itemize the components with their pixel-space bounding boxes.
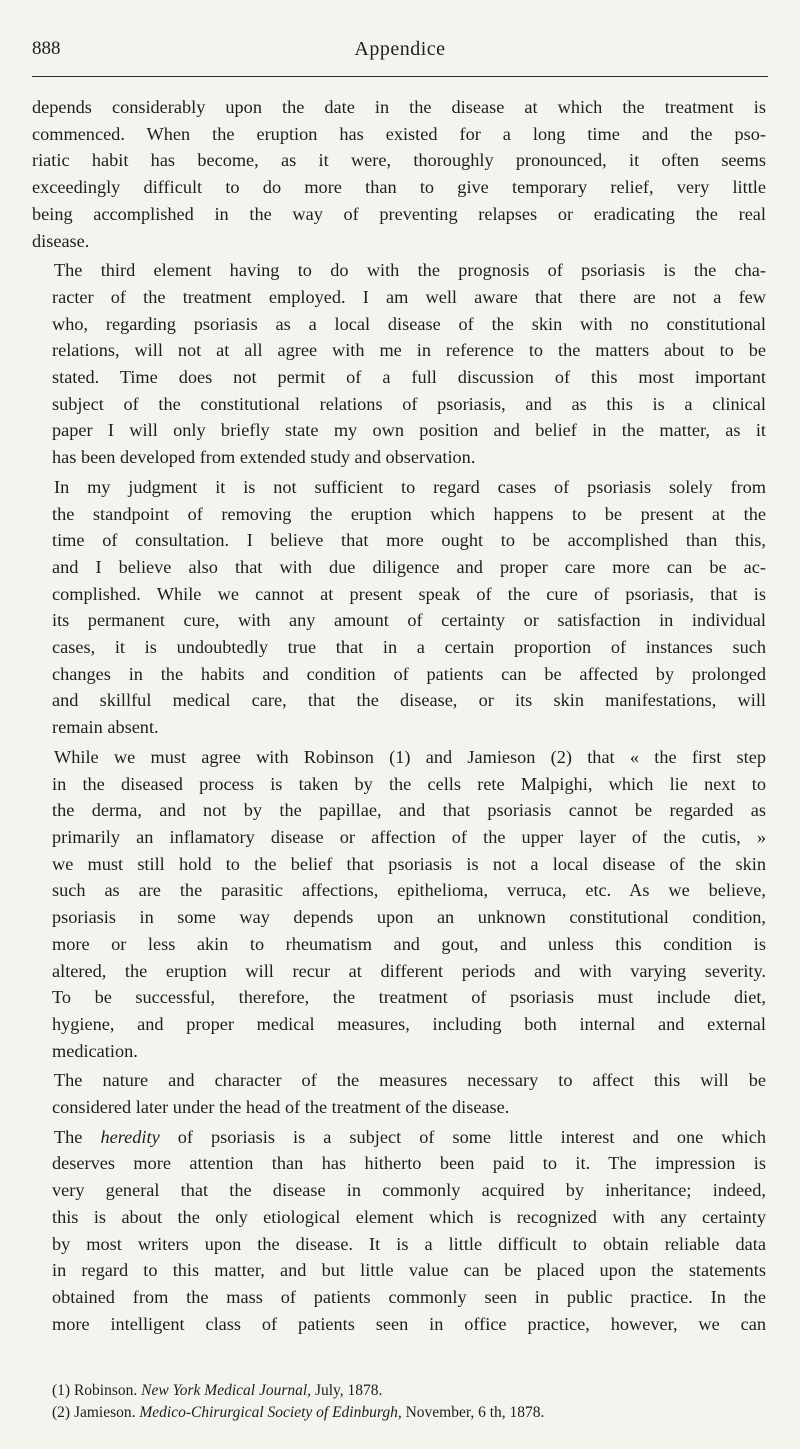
text-line: remain absent. [52, 717, 159, 738]
text-line: psoriasis in some way depends upon an unknown constitutional condition, [52, 907, 766, 928]
footnote-date: November, 6 th, 1878. [405, 1404, 545, 1421]
text-line: To be successful, therefore, the treatment of psoriasis must include diet, [52, 987, 766, 1008]
text-line: very general that the disease in commonly acquired by inheritance; indeed, [52, 1180, 766, 1201]
text-line: such as are the parasitic affections, epithelioma, verruca, etc. As we believe, [52, 880, 766, 901]
italic-term-heredity: heredity [100, 1126, 160, 1147]
text-line: altered, the eruption will recur at different periods and with varying severity. [52, 960, 766, 981]
text-line: we must still hold to the belief that psoriasis is not a local disease of the skin [52, 853, 766, 874]
text-line: and skillful medical care, that the disease, or its skin manifestations, will [52, 690, 766, 711]
text-line: by most writers upon the disease. It is a little difficult to obtain reliable data [52, 1233, 766, 1254]
footnote-journal: Medico-Chirurgical Society of Edinburgh, [139, 1404, 402, 1421]
paragraph-1 [32, 94, 766, 254]
text-line: its permanent cure, with any amount of certainty or satisfaction in individual [52, 610, 766, 631]
text-line: In my judgment it is not sufficient to regard cases of psoriasis solely from [54, 476, 766, 497]
text-line: depends considerably upon the date in the disease at which the treatment is [32, 97, 766, 117]
text-line: who, regarding psoriasis as a local disease of the skin with no constitutional [52, 313, 766, 334]
text-line: primarily an inflamatory disease or affection of the upper layer of the cutis, » [52, 826, 766, 847]
footnotes [52, 1380, 766, 1424]
text-line: hygiene, and proper medical measures, including both internal and external [52, 1013, 766, 1034]
text-line [32, 1124, 766, 1151]
text-line: changes in the habits and condition of patients can be affected by prolonged [52, 663, 766, 684]
text-line: cases, it is undoubtedly true that in a certain proportion of instances such [52, 637, 766, 658]
footnote-author: Robinson. [73, 1382, 138, 1399]
text-line: stated. Time does not permit of a full discussion of this most important [52, 367, 766, 388]
text-line: racter of the treatment employed. I am well aware that there are not a few [52, 286, 766, 307]
text-line: disease. [32, 230, 90, 251]
header-rule [32, 76, 768, 77]
text-line: While we must agree with Robinson (1) and Jamieson (2) that « the first step [54, 746, 766, 767]
text-line: exceedingly difficult to do more than to give temporary relief, very little [32, 177, 766, 198]
footnote-author: Jamieson. [73, 1404, 136, 1421]
running-head [32, 34, 768, 64]
text-line: more or less akin to rheumatism and gout, and unless this condition is [52, 933, 766, 954]
paragraph-5 [32, 1067, 766, 1120]
text-line: subject of the constitutional relations of psoriasis, and as this is a clinical [52, 393, 766, 414]
footnote-2 [52, 1402, 766, 1424]
text-line: the derma, and not by the papillae, and that psoriasis cannot be regarded as [52, 800, 766, 821]
paragraph-4 [32, 744, 766, 1064]
text-line: time of consultation. I believe that more ought to be accomplished than this, [52, 530, 766, 551]
text-line: has been developed from extended study and observation. [52, 447, 476, 468]
running-title: Appendice [354, 38, 446, 60]
paragraph-2 [32, 257, 766, 471]
text-line: relations, will not at all agree with me in reference to the matters about to be [52, 340, 766, 361]
footnote-journal: New York Medical Journal, [141, 1382, 312, 1399]
footnote-1 [52, 1380, 766, 1402]
text-fragment: The [54, 1126, 101, 1147]
paragraph-6 [32, 1124, 766, 1338]
footnote-marker: (1) [52, 1382, 71, 1399]
page-number: 888 [32, 38, 61, 59]
text-line: considered later under the head of the treatment of the disease. [52, 1097, 510, 1118]
text-line: obtained from the mass of patients commonly seen in public practice. In the [52, 1286, 766, 1307]
text-line: and I believe also that with due diligence and proper care more can be ac- [52, 556, 766, 577]
text-line: The nature and character of the measures necessary to affect this will be [54, 1070, 766, 1091]
text-line: commenced. When the eruption has existed for a long time and the pso- [32, 123, 766, 144]
text-line: this is about the only etiological element which is recognized with any certainty [52, 1206, 766, 1227]
footnote-marker: (2) [52, 1404, 71, 1421]
text-line: in regard to this matter, and but little value can be placed upon the statements [52, 1260, 766, 1281]
text-line: the standpoint of removing the eruption which happens to be present at the [52, 503, 766, 524]
text-line: complished. While we cannot at present speak of the cure of psoriasis, that is [52, 583, 766, 604]
text-line: The third element having to do with the prognosis of psoriasis is the cha- [54, 260, 766, 281]
text-line: more intelligent class of patients seen in office practice, however, we can [52, 1313, 766, 1334]
text-line: being accomplished in the way of preventing relapses or eradicating the real [32, 203, 766, 224]
paragraph-3 [32, 474, 766, 741]
text-line: paper I will only briefly state my own position and belief in the matter, as it [52, 420, 766, 441]
body-text [32, 94, 766, 1340]
text-line: medication. [52, 1040, 138, 1061]
text-line: deserves more attention than has hitherto been paid to it. The impression is [52, 1153, 766, 1174]
text-fragment: of psoriasis is a subject of some little interest and one which [159, 1126, 766, 1147]
footnote-date: July, 1878. [314, 1382, 383, 1399]
text-line: in the diseased process is taken by the cells rete Malpighi, which lie next to [52, 773, 766, 794]
text-line: riatic habit has become, as it were, thoroughly pronounced, it often seems [32, 150, 766, 171]
